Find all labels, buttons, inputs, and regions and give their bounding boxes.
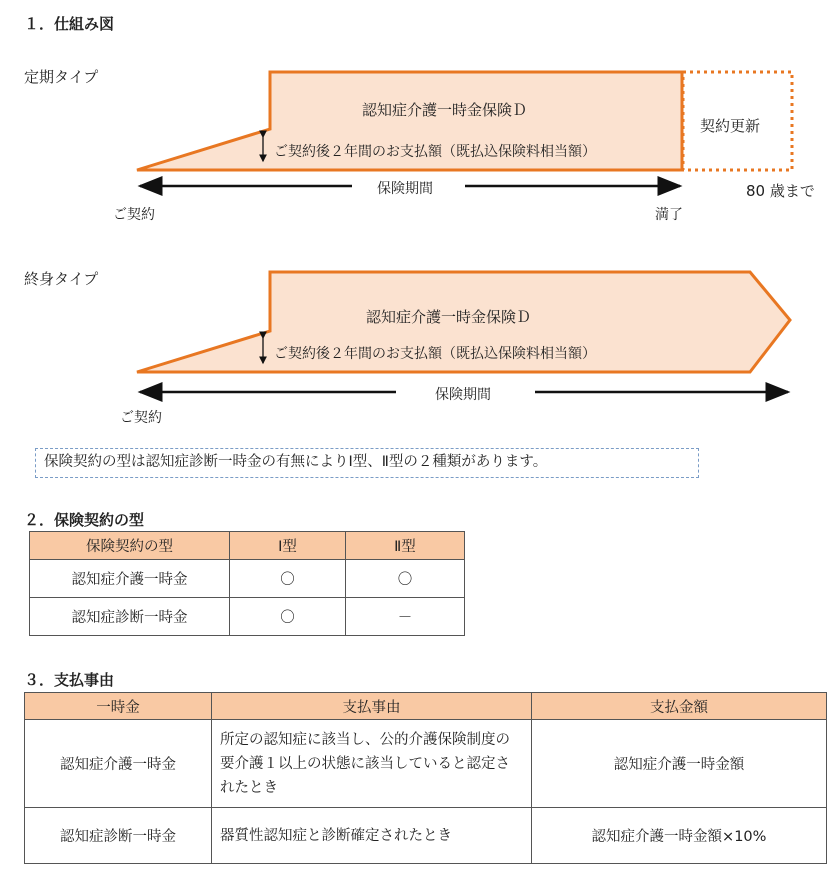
- header-cell: Ⅰ型: [230, 532, 346, 560]
- fixed-product-name: 認知症介護一時金保険Ｄ: [362, 101, 528, 119]
- table-cell: 認知症介護一時金額×10%: [532, 808, 827, 864]
- table-cell: 認知症介護一時金額: [532, 720, 827, 808]
- table-cell: 〇: [230, 560, 346, 598]
- age-limit-label: 80 歳まで: [746, 182, 815, 200]
- table-row: [30, 560, 465, 598]
- table-row: [25, 808, 827, 864]
- table-cell: 認知症介護一時金: [25, 720, 212, 808]
- whole-product-name: 認知症介護一時金保険Ｄ: [366, 308, 532, 326]
- fixed-type-label: 定期タイプ: [24, 68, 99, 86]
- section2-title: ２．保険契約の型: [24, 511, 145, 529]
- fixed-period-label: 保険期間: [377, 181, 433, 197]
- table-cell: 〇: [230, 598, 346, 636]
- table-row: [25, 720, 827, 808]
- header-cell: 一時金: [25, 693, 212, 720]
- table-cell: －: [346, 598, 465, 636]
- whole-period-label: 保険期間: [435, 387, 491, 403]
- fixed-payment-note: ご契約後２年間のお支払額（既払込保険料相当額）: [274, 144, 596, 160]
- contract-type-table: [29, 531, 465, 636]
- whole-type-label: 終身タイプ: [24, 270, 99, 288]
- header-cell: Ⅱ型: [346, 532, 465, 560]
- payment-reason-table: [24, 692, 827, 864]
- section1-title: １．仕組み図: [24, 15, 115, 33]
- table-cell: 認知症診断一時金: [30, 598, 230, 636]
- section3-title: ３．支払事由: [24, 671, 115, 689]
- renewal-label: 契約更新: [700, 117, 761, 135]
- table-cell: 所定の認知症に該当し、公的介護保険制度の要介護１以上の状態に該当していると認定されたとき: [212, 720, 532, 808]
- table-cell: 〇: [346, 560, 465, 598]
- header-cell: 保険契約の型: [30, 532, 230, 560]
- table-row: [30, 598, 465, 636]
- whole-payment-note: ご契約後２年間のお支払額（既払込保険料相当額）: [274, 346, 596, 362]
- table-cell: 認知症診断一時金: [25, 808, 212, 864]
- table-cell: 認知症介護一時金: [30, 560, 230, 598]
- whole-contract-label: ご契約: [120, 410, 162, 426]
- header-cell: 支払金額: [532, 693, 827, 720]
- fixed-contract-label: ご契約: [113, 207, 155, 223]
- table-header-row: [30, 532, 465, 560]
- table-cell: 器質性認知症と診断確定されたとき: [212, 808, 532, 864]
- table-header-row: [25, 693, 827, 720]
- header-cell: 支払事由: [212, 693, 532, 720]
- expiry-label: 満了: [655, 207, 683, 223]
- contract-type-note: 保険契約の型は認知症診断一時金の有無によりⅠ型、Ⅱ型の２種類があります。: [35, 448, 699, 478]
